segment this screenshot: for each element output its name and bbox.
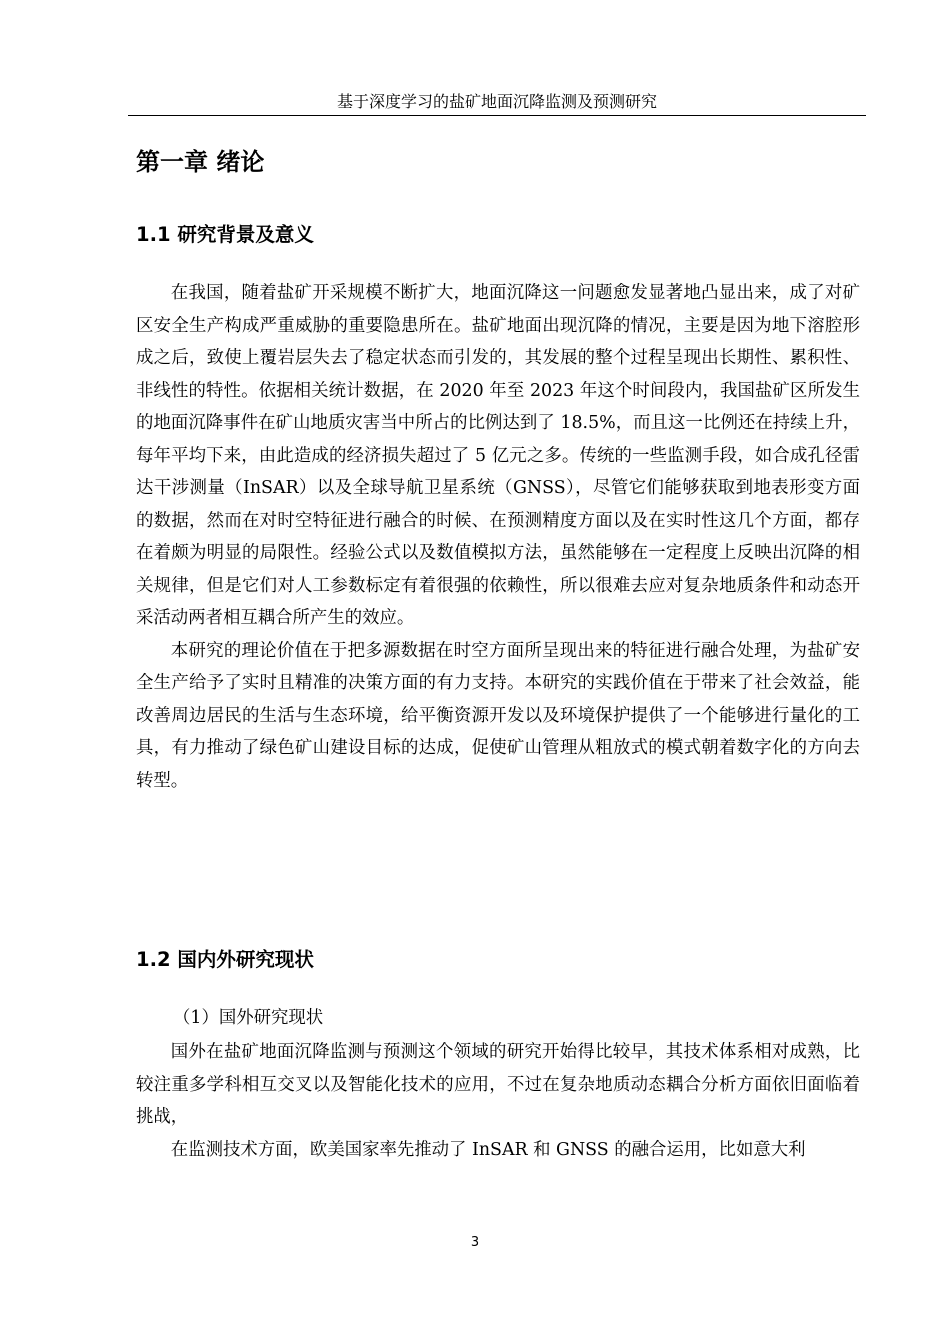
header-rule [128,115,866,116]
paragraph: 在监测技术方面，欧美国家率先推动了 InSAR 和 GNSS 的融合运用，比如意大利 [170,1139,806,1160]
subsection-title-foreign-research: （1）国外研究现状 [173,1008,324,1028]
section-title-1-1: 1.1 研究背景及意义 [136,223,314,246]
paragraph: 在我国，随着盐矿开采规模不断扩大，地面沉降这一问题愈发显著地凸显出来，成了对矿区安全生产构成严重威胁的重要隐患所在。盐矿地面出现沉降的情况，主要是因为地下溶腔形成之后，致使上覆岩层失去了稳定状态而引发的，其发展的整个过程呈现出长期性、累积性、非线性的特性。依据相关统计数据，在 2020 年至 2023 年这个时间段内，我国盐矿区所发生的地面沉降事件在矿山地质灾害当中所占的比例达到了 18.5%，而且这一比例还在持续上升，每年平均下来，由此造成的经济损失超过了 5 亿元之多。传统的一些监测手段，如合成孔径雷达干涉测量（InSAR）以及全球导航卫星系统（GNSS），尽管它们能够获取到地表形变方面的数据，然而在对时空特征进行融合的时候、在预测精度方面以及在实时性这几个方面，都存在着颇为明显的局限性。经验公式以及数值模拟方法，虽然能够在一定程度上反映出沉降的相关规律，但是它们对人工参数标定有着很强的依赖性，所以很难去应对复杂地质条件和动态开采活动两者相互耦合所产生的效应。 [136,283,860,628]
section-1-2-body [136,1036,860,1166]
paragraph: 国外在盐矿地面沉降监测与预测这个领域的研究开始得比较早，其技术体系相对成熟，比较注重多学科相互交叉以及智能化技术的应用，不过在复杂地质动态耦合分析方面依旧面临着挑战， [136,1042,860,1127]
running-header: 基于深度学习的盐矿地面沉降监测及预测研究 [336,92,657,111]
chapter-title: 第一章 绪论 [136,148,265,176]
page-number: 3 [470,1235,480,1250]
section-title-1-2: 1.2 国内外研究现状 [136,948,314,971]
section-1-1-body [136,277,860,797]
paragraph: 本研究的理论价值在于把多源数据在时空方面所呈现出来的特征进行融合处理，为盐矿安全生产给予了实时且精准的决策方面的有力支持。本研究的实践价值在于带来了社会效益，能改善周边居民的生活与生态环境，给平衡资源开发以及环境保护提供了一个能够进行量化的工具，有力推动了绿色矿山建设目标的达成，促使矿山管理从粗放式的模式朝着数字化的方向去转型。 [136,640,860,791]
